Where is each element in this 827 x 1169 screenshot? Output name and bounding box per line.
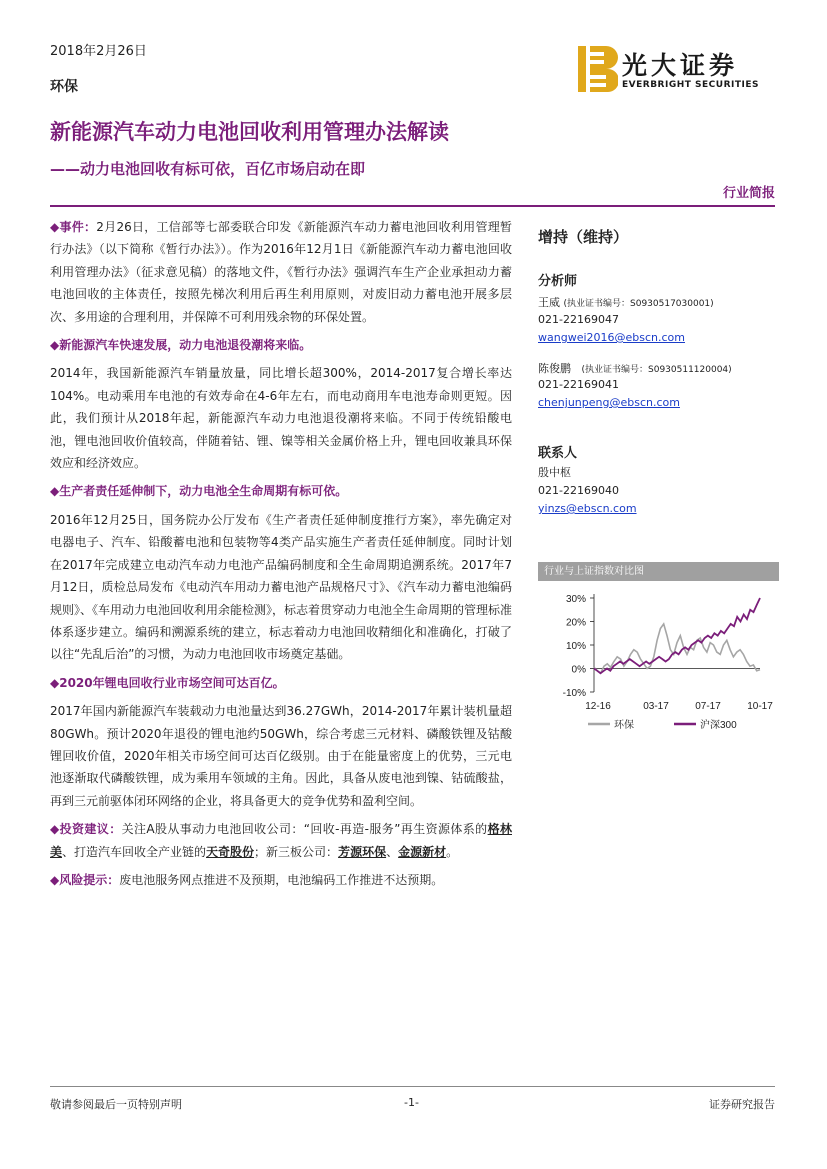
stock-gem: 格林美 (50, 822, 512, 859)
rating: 增持（维持） (538, 228, 629, 246)
contact-heading: 联系人 (538, 446, 578, 461)
legend-label: 沪深300 (700, 720, 737, 731)
risk-label: ◆风险提示： (50, 872, 120, 887)
x-tick-label: 12-16 (585, 701, 611, 712)
logo-text-en: EVERBRIGHT SECURITIES (622, 80, 759, 90)
investment-paragraph (50, 818, 512, 863)
comparison-chart (538, 584, 779, 734)
footer-divider (50, 1086, 775, 1087)
analyst-2-cert: (执业证书编号：S0930511120004) (581, 365, 732, 375)
invest-text-a: 关注A股从事动力电池回收公司：“回收-再造-服务”再生资源体系的 (121, 822, 488, 837)
risk-text: 废电池服务网点推进不及预期，电池编码工作推进不达预期。 (119, 872, 444, 887)
stock-tianqi: 天奇股份 (206, 844, 255, 859)
analyst-2-email[interactable]: chenjunpeng@ebscn.com (538, 396, 680, 409)
chart-title: 行业与上证指数对比图 (538, 562, 779, 581)
everbright-logo-icon (578, 46, 618, 92)
main-content (50, 216, 512, 897)
contact-phone: 021-22169040 (538, 484, 619, 497)
section-heading-1: ◆新能源汽车快速发展，动力电池退役潮将来临。 (50, 338, 312, 353)
stock-fangyuan: 芳源环保 (338, 844, 387, 859)
section-heading-3: ◆2020年锂电回收行业市场空间可达百亿。 (50, 675, 285, 690)
header-divider (50, 205, 775, 207)
risk-paragraph (50, 869, 512, 891)
invest-text-e: ；新三板公司： (254, 844, 339, 859)
analyst-2-name: 陈俊鹏 (538, 362, 571, 375)
stock-jinyuan: 金源新材 (398, 844, 447, 859)
event-paragraph (50, 216, 512, 328)
analyst-1-cert: (执业证书编号：S0930517030001) (563, 299, 714, 309)
logo (578, 46, 618, 92)
y-tick-label: 30% (565, 594, 586, 605)
analyst-1-email-row (538, 326, 778, 345)
invest-text-c: 、打造汽车回收全产业链的 (62, 844, 207, 859)
paragraph-3: 2017年国内新能源汽车装载动力电池量达到36.27GWh，2014-2017年累计装机量超80GWh。预计2020年退役的锂电池约50GWh，综合考虑三元材料、磷酸铁锂及钴酸锂回收价值，2020年相关市场空间可达百亿级别。由于在能量密度上的优势，三元电池逐渐取代磷酸铁锂，成为乘用车领域的主角。因此，具备从废电池到镍、钴硫酸盐，再到三元前驱体闭环网络的企业，将具备更大的竞争优势和盈利空间。 (50, 704, 512, 808)
analyst-2-email-row (538, 391, 778, 410)
x-tick-label: 03-17 (643, 701, 669, 712)
x-tick-label: 10-17 (747, 701, 773, 712)
x-tick-label: 07-17 (695, 701, 721, 712)
y-tick-label: 0% (571, 664, 586, 676)
logo-text-cn: 光大证券 (622, 51, 739, 80)
page-subtitle: ——动力电池回收有标可依，百亿市场启动在即 (50, 160, 366, 178)
series-line-huanbao (594, 624, 760, 673)
sector-label: 环保 (50, 79, 78, 95)
contact-email[interactable]: yinzs@ebscn.com (538, 502, 637, 515)
analyst-2-phone: 021-22169041 (538, 378, 619, 391)
footer-report-type: 证券研究报告 (709, 1098, 775, 1111)
event-label: ◆事件： (50, 220, 97, 234)
legend-label: 环保 (614, 720, 634, 731)
page-number: -1- (404, 1096, 419, 1109)
y-tick-label: -10% (562, 688, 586, 699)
invest-label: ◆投资建议： (50, 822, 122, 837)
section-heading-2: ◆生产者责任延伸制下，动力电池全生命周期有标可依。 (50, 484, 348, 499)
paragraph-2: 2016年12月25日，国务院办公厅发布《生产者责任延伸制度推行方案》，率先确定对电器电子、汽车、铅酸蓄电池和包装物等4类产品实施生产者责任延伸制度。同时计划在2017年完成建立电动汽车动力电池产品编码制度和全生命周期追溯系统。2017年7月12日，质检总局发布《电动汽车用动力蓄电池产品规格尺寸》、《汽车动力蓄电池编码规则》、《车用动力电池回收利用余能检测》，标志着贯穿动力电池全生命周期的管理标准体系逐步建立。编码和溯源系统的建立，标志着动力电池回收精细化和准确化，打破了以往“先乱后治”的习惯，为动力电池回收市场奠定基础。 (50, 512, 513, 662)
report-date: 2018年2月26日 (50, 44, 147, 59)
y-tick-label: 20% (565, 617, 586, 629)
doc-type: 行业简报 (722, 186, 775, 201)
series-line-hs300 (594, 598, 760, 673)
page-title: 新能源汽车动力电池回收利用管理办法解读 (50, 120, 449, 144)
invest-text-i: 。 (446, 844, 459, 859)
footer-disclaimer: 敬请参阅最后一页特别声明 (50, 1098, 182, 1111)
contact-name: 殷中枢 (538, 466, 571, 479)
event-text: 2月26日，工信部等七部委联合印发《新能源汽车动力蓄电池回收利用管理暂行办法》（以下简称《暂行办法》）。作为2016年12月1日《新能源汽车动力蓄电池回收利用管理办法》（征求意见稿）的落地文件，《暂行办法》强调汽车生产企业承担动力蓄电池回收的主体责任，按照先梯次利用后再生利用原则，对废旧动力蓄电池开展多层次、多用途的合理利用，并保障不可利用残余物的环保处置。 (50, 220, 512, 324)
analyst-1-email[interactable]: wangwei2016@ebscn.com (538, 331, 685, 344)
paragraph-1: 2014年，我国新能源汽车销量放量，同比增长超300%，2014-2017复合增长率达104%。电动乘用车电池的有效寿命在4-6年左右，而电动商用车电池寿命则更短。因此，我们预计从2018年起，新能源汽车动力电池退役潮将来临。不同于传统铅酸电池，锂电池回收价值较高，伴随着钴、锂、镍等相关金属价格上升，锂电回收兼具环保效应和经济效应。 (50, 366, 512, 471)
analyst-1-phone: 021-22169047 (538, 313, 619, 326)
analyst-heading: 分析师 (538, 274, 578, 289)
analyst-1-name: 王威 (538, 296, 560, 309)
contact-email-row (538, 497, 778, 516)
y-tick-label: 10% (565, 641, 586, 652)
invest-text-g: 、 (386, 844, 399, 859)
